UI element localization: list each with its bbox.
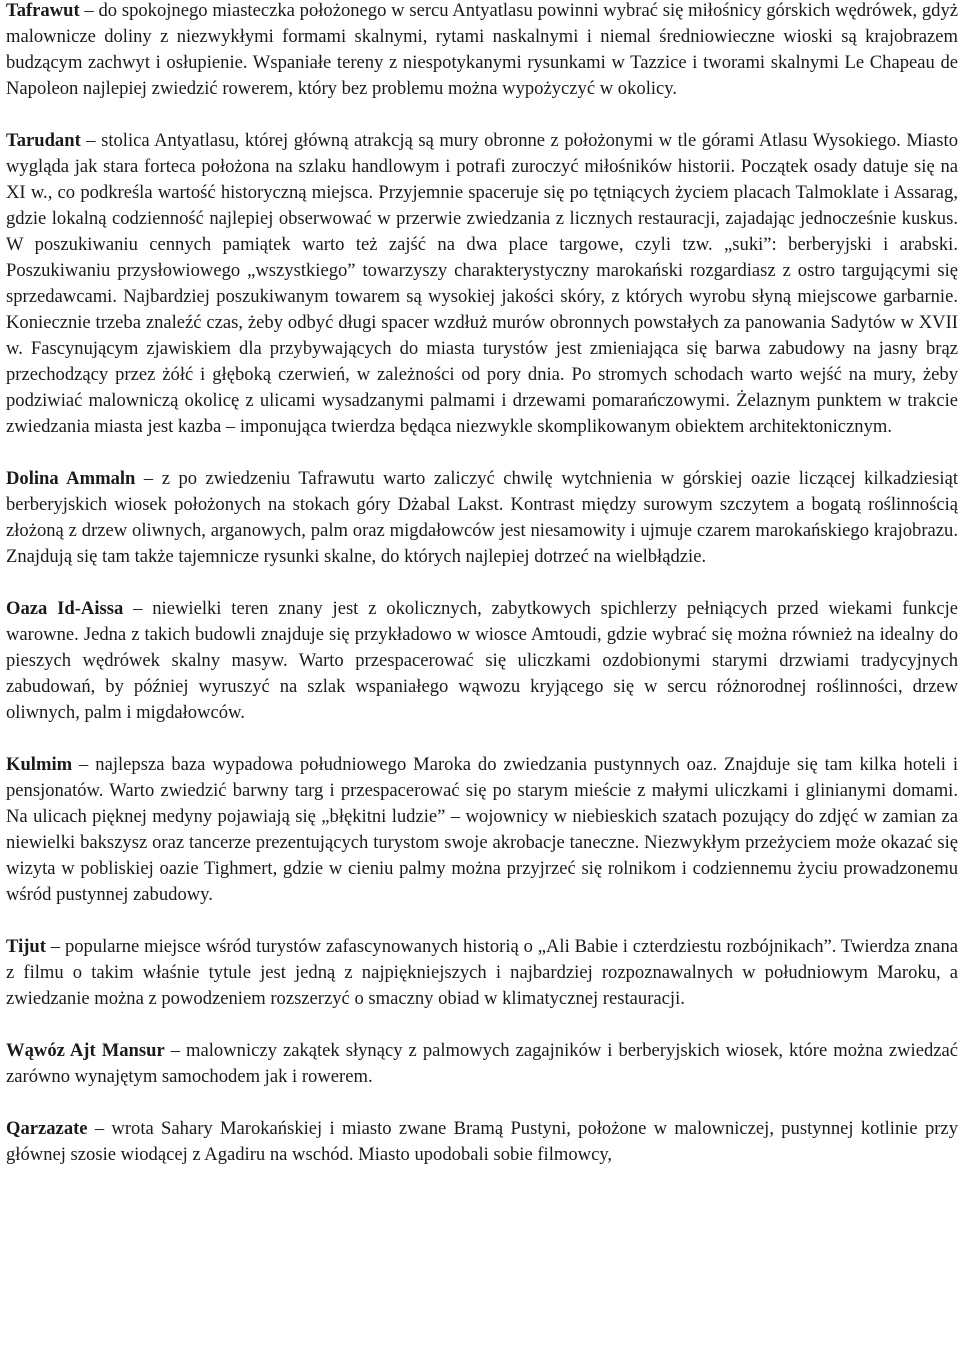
entry-oaza-id-aissa: [6, 596, 958, 726]
document-page: [6, 0, 958, 1194]
entry-dolina-ammaln: [6, 466, 958, 570]
entry-text: – z po zwiedzeniu Tafrawutu warto zaliczyć chwilę wytchnienia w górskiej oazie liczącej kilkadziesiąt berberyjskich wiosek położonych na stokach góry Dżabal Lakst. Kontrast między surowym szczytem a bogatą roślinnością złożoną z drzew oliwnych, arganowych, palm oraz migdałowców jest niesamowity i ujmuje czarem marokańskiego krajobrazu. Znajdują się tam także tajemnicze rysunki skalne, do których najlepiej dotrzeć na wielbłądzie.: [6, 468, 958, 567]
entry-wawoz-ajt-mansur: [6, 1038, 958, 1090]
entry-text: – do spokojnego miasteczka położonego w sercu Antyatlasu powinni wybrać się miłośnicy górskich wędrówek, gdyż malownicze doliny z niezwykłymi formami skalnymi, rytami naskalnymi i niemal średniowieczne wioski są krajobrazem budzącym zachwyt i osłupienie. Wspaniałe tereny z niespotykanymi rysunkami w Tazzice i tworami skalnymi Le Chapeau de Napoleon najlepiej zwiedzić rowerem, który bez problemu można wypożyczyć w okolicy.: [6, 0, 958, 99]
entry-title: Oaza Id-Aissa: [6, 598, 124, 619]
entry-title: Wąwóz Ajt Mansur: [6, 1040, 165, 1061]
entry-title: Kulmim: [6, 754, 73, 775]
entry-text: – niewielki teren znany jest z okolicznych, zabytkowych spichlerzy pełniących przed wiekami funkcje warowne. Jedna z takich budowli znajduje się przykładowo w wiosce Amtoudi, gdzie wybrać się można również na idealny do pieszych wędrówek skalny masyw. Warto przespacerować się uliczkami ozdobionymi starymi drzwiami tradycyjnych zabudowań, by później wyruszyć na szlak wspaniałego wąwozu kryjącego się w sercu różnorodnej roślinności, drzew oliwnych, palm i migdałowców.: [6, 598, 958, 723]
entry-tijut: [6, 934, 958, 1012]
entry-title: Tarudant: [6, 130, 81, 151]
entry-title: Qarzazate: [6, 1118, 88, 1139]
entry-tarudant: [6, 128, 958, 440]
entry-text: – najlepsza baza wypadowa południowego Maroka do zwiedzania pustynnych oaz. Znajduje się tam kilka hoteli i pensjonatów. Warto zwiedzić barwny targ i przespacerować się po starym mieście z małymi uliczkami i glinianymi domami. Na ulicach pięknej medyny pojawiają się „błękitni ludzie” – wojownicy w niebieskich szatach pozujący do zdjęć w zamian za niewielki bakszysz oraz tancerze prezentujących turystom swoje akrobacje taneczne. Niezwykłym przeżyciem może okazać się wizyta w pobliskiej oazie Tighmert, gdzie w cieniu palmy można przyjrzeć się rolnikom i codziennemu życiu prowadzonemu wśród pustynnej zabudowy.: [6, 754, 958, 905]
entry-qarzazate: [6, 1116, 958, 1168]
entry-text: – popularne miejsce wśród turystów zafascynowanych historią o „Ali Babie i czterdziestu rozbójnikach”. Twierdza znana z filmu o takim właśnie tytule jest jedną z najpiękniejszych i najbardziej rozpoznawalnych w południowym Maroku, a zwiedzanie można z powodzeniem rozszerzyć o smaczny obiad w klimatycznej restauracji.: [6, 936, 958, 1009]
entry-text: – stolica Antyatlasu, której główną atrakcją są mury obronne z położonymi w tle górami Atlasu Wysokiego. Miasto wygląda jak stara forteca położona na szlaku handlowym i potrafi zuroczyć miłośników historii. Początek osady datuje się na XI w., co podkreśla wartość historyczną miejsca. Przyjemnie spaceruje się po tętniących życiem placach Talmoklate i Assarag, gdzie lokalną codzienność najlepiej obserwować w przerwie zwiedzania z licznych restauracji, zajadając jednocześnie kuskus. W poszukiwaniu cennych pamiątek warto też zajść na dwa place targowe, czyli tzw. „suki”: berberyjski i arabski. Poszukiwaniu przysłowiowego „wszystkiego” towarzyszy charakterystyczny marokański rozgardiasz z ostro targującymi się sprzedawcami. Najbardziej poszukiwanym towarem są wysokiej jakości skóry, z których wyrobu słyną miejscowe garbarnie. Koniecznie trzeba znaleźć czas, żeby odbyć długi spacer wzdłuż murów obronnych powstałych za panowania Sadytów w XVII w. Fascynującym zjawiskiem dla przybywających do miasta turystów jest zmieniająca się barwa zabudowy na jasny brąz przechodzący przez żółć i głęboką czerwień, w zależności od pory dnia. Po stromych schodach warto wejść na mury, żeby podziwiać malowniczą okolicę z ulicami wysadzanymi palmami i drzewami pomarańczowymi. Żelaznym punktem w trakcie zwiedzania miasta jest kazba – imponująca twierdza będąca niezwykle skomplikowanym obiektem architektonicznym.: [6, 130, 958, 437]
entry-title: Tafrawut: [6, 0, 80, 21]
entry-text: – malowniczy zakątek słynący z palmowych zagajników i berberyjskich wiosek, które można zwiedzać zarówno wynajętym samochodem jak i rowerem.: [6, 1040, 959, 1087]
entry-title: Tijut: [6, 936, 46, 957]
entry-tafrawut: [6, 0, 958, 102]
entry-kulmim: [6, 752, 958, 908]
entry-text: – wrota Sahary Marokańskiej i miasto zwane Bramą Pustyni, położone w malowniczej, pustynnej kotlinie przy głównej szosie wiodącej z Agadiru na wschód. Miasto upodobali sobie filmowcy,: [6, 1118, 958, 1165]
entry-title: Dolina Ammaln: [6, 468, 136, 489]
